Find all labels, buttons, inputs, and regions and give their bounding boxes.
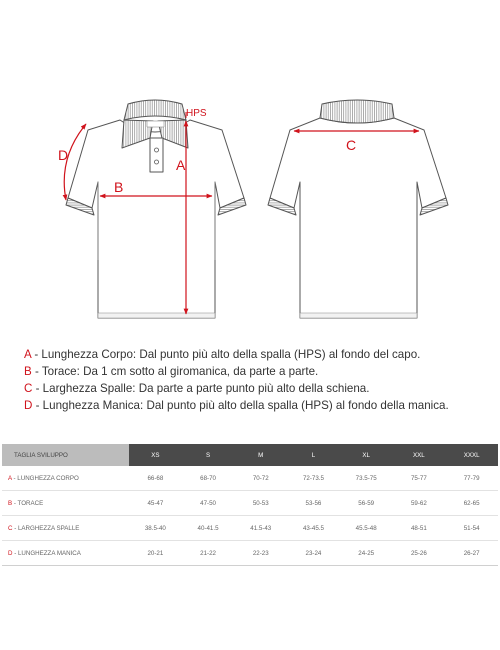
legend-key: C [24,382,33,395]
header-size-xxl: XXL [393,444,446,466]
button-bottom [155,160,159,164]
row-label [2,541,129,566]
table-cell: 22-23 [234,541,287,566]
table-row [2,541,498,566]
table-cell: 70-72 [234,466,287,491]
back-body [270,118,446,318]
header-size-xxxl: XXXL [445,444,498,466]
row-label-text: - LUNGHEZZA MANICA [12,549,81,557]
legend-text: - Torace: Da 1 cm sotto al giromanica, da parte a parte. [31,365,319,378]
back-shirt [268,100,448,318]
table-cell: 48-51 [393,516,446,541]
table-cell: 62-65 [445,491,498,516]
row-key: D [8,549,13,557]
label-hps: HPS [186,108,207,119]
table-cell: 53-56 [287,491,340,516]
table-row [2,516,498,541]
table-cell: 56-59 [340,491,393,516]
table-cell: 68-70 [182,466,235,491]
row-key: C [8,524,13,532]
button-top [155,148,159,152]
table-cell: 50-53 [234,491,287,516]
label-b: B [114,179,124,195]
table-cell: 25-26 [393,541,446,566]
row-label-text: - LUNGHEZZA CORPO [11,474,79,482]
table-cell: 23-24 [287,541,340,566]
neck-tape [147,121,164,127]
back-collar [320,100,394,123]
legend-key: D [24,399,33,412]
legend-key: B [24,365,32,378]
legend-item-a [24,346,494,363]
table-header-row [2,444,498,466]
label-a: A [176,157,186,173]
row-label [2,516,129,541]
table-cell: 77-79 [445,466,498,491]
header-size-s: S [182,444,235,466]
row-key: B [8,499,13,507]
table-cell: 26-27 [445,541,498,566]
table-cell: 51-54 [445,516,498,541]
row-label [2,491,129,516]
table-cell: 43-45.5 [287,516,340,541]
table-cell: 66-68 [129,466,182,491]
legend-item-c [24,380,494,397]
front-shirt [66,100,246,318]
row-label [2,466,129,491]
label-c: C [346,137,357,153]
table-cell: 45.5-48 [340,516,393,541]
table-cell: 24-25 [340,541,393,566]
front-hem [98,313,215,318]
legend-text: - Lunghezza Corpo: Dal punto più alto della spalla (HPS) al fondo del capo. [31,348,421,361]
table-cell: 47-50 [182,491,235,516]
row-label-text: - TORACE [12,499,44,507]
legend-item-b [24,363,494,380]
placket [150,138,163,172]
measurement-legend [24,346,494,414]
collar-band [124,100,186,120]
table-row [2,466,498,491]
table-cell: 72-73.5 [287,466,340,491]
header-size-label: TAGLIA SVILUPPO [2,444,129,466]
table-cell: 41.5-43 [234,516,287,541]
table-cell: 75-77 [393,466,446,491]
table-row [2,491,498,516]
table-cell: 20-21 [129,541,182,566]
table-cell: 40-41.5 [182,516,235,541]
table-cell: 73.5-75 [340,466,393,491]
table-cell: 21-22 [182,541,235,566]
header-size-xl: XL [340,444,393,466]
table-cell: 45-47 [129,491,182,516]
row-key: A [8,474,12,482]
header-size-m: M [234,444,287,466]
label-d: D [58,147,69,163]
table-cell: 38.5-40 [129,516,182,541]
legend-text: - Lunghezza Manica: Dal punto più alto della spalla (HPS) al fondo della manica. [32,399,449,412]
table-cell: 59-62 [393,491,446,516]
header-size-l: L [287,444,340,466]
legend-item-d [24,397,494,414]
legend-text: - Larghezza Spalle: Da parte a parte punto più alto della schiena. [32,382,370,395]
legend-key: A [24,348,32,361]
header-size-xs: XS [129,444,182,466]
row-label-text: - LARGHEZZA SPALLE [12,524,80,532]
size-chart-table [2,444,498,566]
